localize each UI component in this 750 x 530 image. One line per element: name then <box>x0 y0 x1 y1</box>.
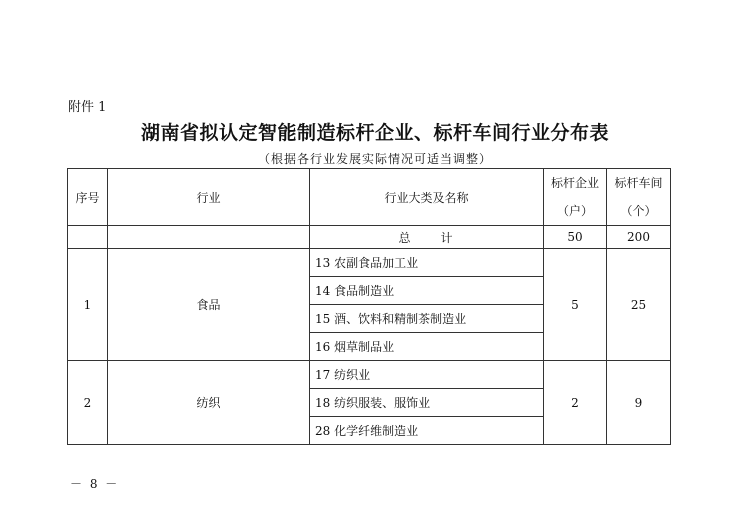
total-label: 总 计 <box>310 226 544 249</box>
header-row <box>68 169 671 226</box>
document-title: 湖南省拟认定智能制造标杆企业、标杆车间行业分布表 <box>140 122 609 144</box>
attachment-label: 附件 1 <box>68 100 107 115</box>
header-workshop-line2: （个） <box>620 204 657 218</box>
row-seq: 2 <box>68 361 108 445</box>
page-number: － 8 － <box>70 477 120 491</box>
row-industry: 食品 <box>108 249 310 361</box>
total-seq-cell <box>68 226 108 249</box>
distribution-table <box>67 168 671 445</box>
category-cell: 16 烟草制品业 <box>310 333 544 361</box>
table-row <box>68 361 671 389</box>
category-cell: 18 纺织服装、服饰业 <box>310 389 544 417</box>
header-industry: 行业 <box>108 169 310 226</box>
category-cell: 17 纺织业 <box>310 361 544 389</box>
total-enterprises: 50 <box>544 226 607 249</box>
row-enterprises: 2 <box>544 361 607 445</box>
header-workshop <box>607 169 671 226</box>
category-cell: 15 酒、饮料和精制茶制造业 <box>310 305 544 333</box>
header-enterprise-line1: 标杆企业 <box>550 176 599 190</box>
category-cell: 14 食品制造业 <box>310 277 544 305</box>
total-workshops: 200 <box>607 226 671 249</box>
row-workshops: 25 <box>607 249 671 361</box>
row-enterprises: 5 <box>544 249 607 361</box>
total-industry-cell <box>108 226 310 249</box>
category-cell: 13 农副食品加工业 <box>310 249 544 277</box>
header-seq: 序号 <box>68 169 108 226</box>
header-category: 行业大类及名称 <box>310 169 544 226</box>
header-enterprise-line2: （户） <box>556 204 593 218</box>
row-workshops: 9 <box>607 361 671 445</box>
row-seq: 1 <box>68 249 108 361</box>
header-enterprise <box>544 169 607 226</box>
category-cell: 28 化学纤维制造业 <box>310 417 544 445</box>
table-row <box>68 249 671 277</box>
header-workshop-line1: 标杆车间 <box>614 176 663 190</box>
row-industry: 纺织 <box>108 361 310 445</box>
document-subtitle: （根据各行业发展实际情况可适当调整） <box>257 152 492 166</box>
total-row <box>68 226 671 249</box>
